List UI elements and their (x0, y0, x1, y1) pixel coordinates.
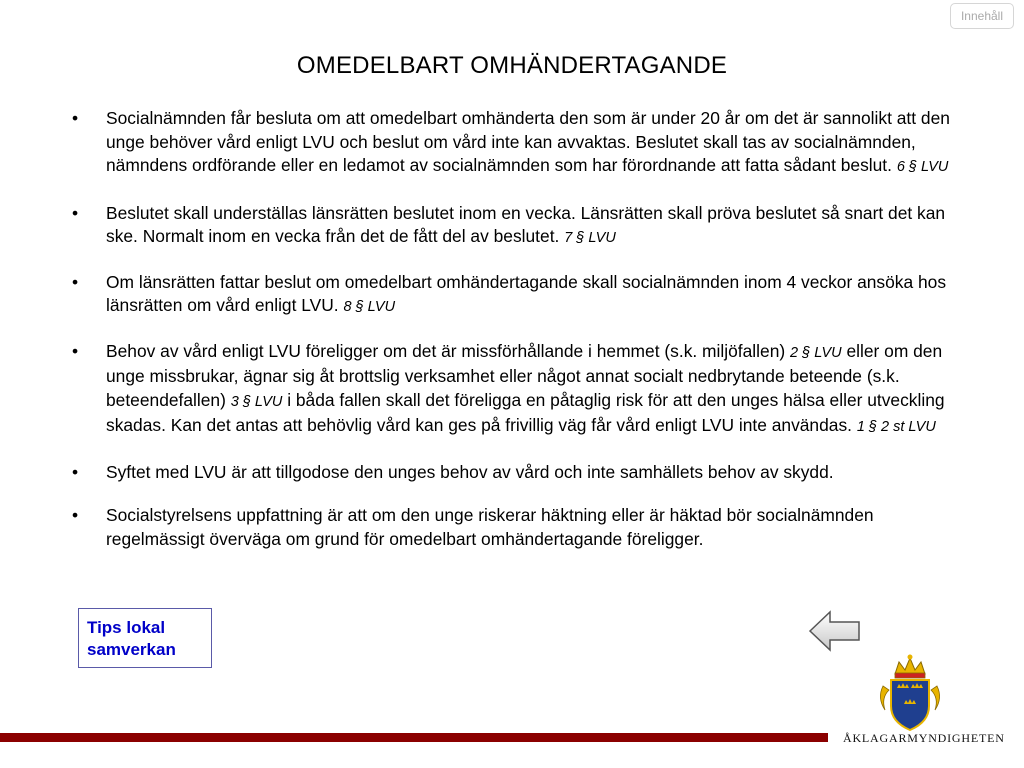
tips-line-1: Tips lokal (87, 618, 166, 637)
bullet-text: Beslutet skall underställas länsrätten beslutet inom en vecka. Länsrätten skall pröva beslutet så snart det kan ske. Normalt inom en vecka från det de fått del av beslutet. (106, 202, 946, 246)
bullet-text: Socialstyrelsens uppfattning är att om den unge riskerar häktning eller är häktad bör socialnämnden regelmässigt överväga om grund för omedelbart omhändertagande föreligger. (106, 505, 874, 549)
law-reference: 3 § LVU (230, 393, 283, 410)
list-item (70, 461, 960, 485)
crown-crest-icon (875, 652, 945, 732)
list-item (70, 340, 960, 440)
tips-lokal-samverkan-link[interactable] (78, 608, 212, 668)
list-item (70, 202, 960, 251)
law-reference: 2 § LVU (790, 344, 842, 361)
list-item (70, 107, 960, 180)
tips-line-2: samverkan (87, 640, 176, 659)
law-reference: 6 § LVU (896, 159, 949, 175)
org-logo-text: ÅKLAGARMYNDIGHETEN (843, 731, 1005, 745)
footer-divider (0, 733, 828, 742)
list-item (70, 271, 960, 320)
bullet-text: Socialnämnden får besluta om att omedelbart omhänderta den som är under 20 år om det är sannolikt att den unge behöver vård enligt LVU och beslut om vård inte kan avvaktas. Beslutet skall tas av socialnämnden, nämndens ordförande eller en ledamot av socialnämnden som har förordnande att fatta sådant beslut. (106, 108, 950, 175)
back-arrow-icon[interactable] (808, 610, 862, 652)
bullet-text: eller om den unge missbrukar, ägnar sig åt brottslig verksamhet eller något annat socialt nedbrytande beteende (s.k. beteendefallen) (106, 340, 943, 410)
bullet-list (70, 107, 960, 551)
law-reference: 8 § LVU (343, 299, 396, 315)
law-reference: 1 § 2 st LVU (856, 419, 936, 435)
bullet-text: i båda fallen skall det föreligga en påtaglig risk för att den unges hälsa eller utveckling skadas. Kan det antas att behövlig vård kan ges på frivillig väg får vård enligt LVU inte användas. (106, 389, 945, 435)
toc-button[interactable]: Innehåll (950, 3, 1014, 29)
bullet-text: Om länsrätten fattar beslut om omedelbart omhändertagande skall socialnämnden inom 4 veckor ansöka hos länsrätten om vård enligt LVU. (106, 271, 947, 315)
bullet-text: Behov av vård enligt LVU föreligger om det är missförhållande i hemmet (s.k. miljöfallen) (106, 340, 786, 361)
page-title: OMEDELBART OMHÄNDERTAGANDE (296, 52, 728, 79)
list-item (70, 504, 960, 551)
law-reference: 7 § LVU (564, 230, 616, 246)
bullet-text: Syftet med LVU är att tillgodose den unges behov av vård och inte samhällets behov av skydd. (106, 461, 834, 482)
